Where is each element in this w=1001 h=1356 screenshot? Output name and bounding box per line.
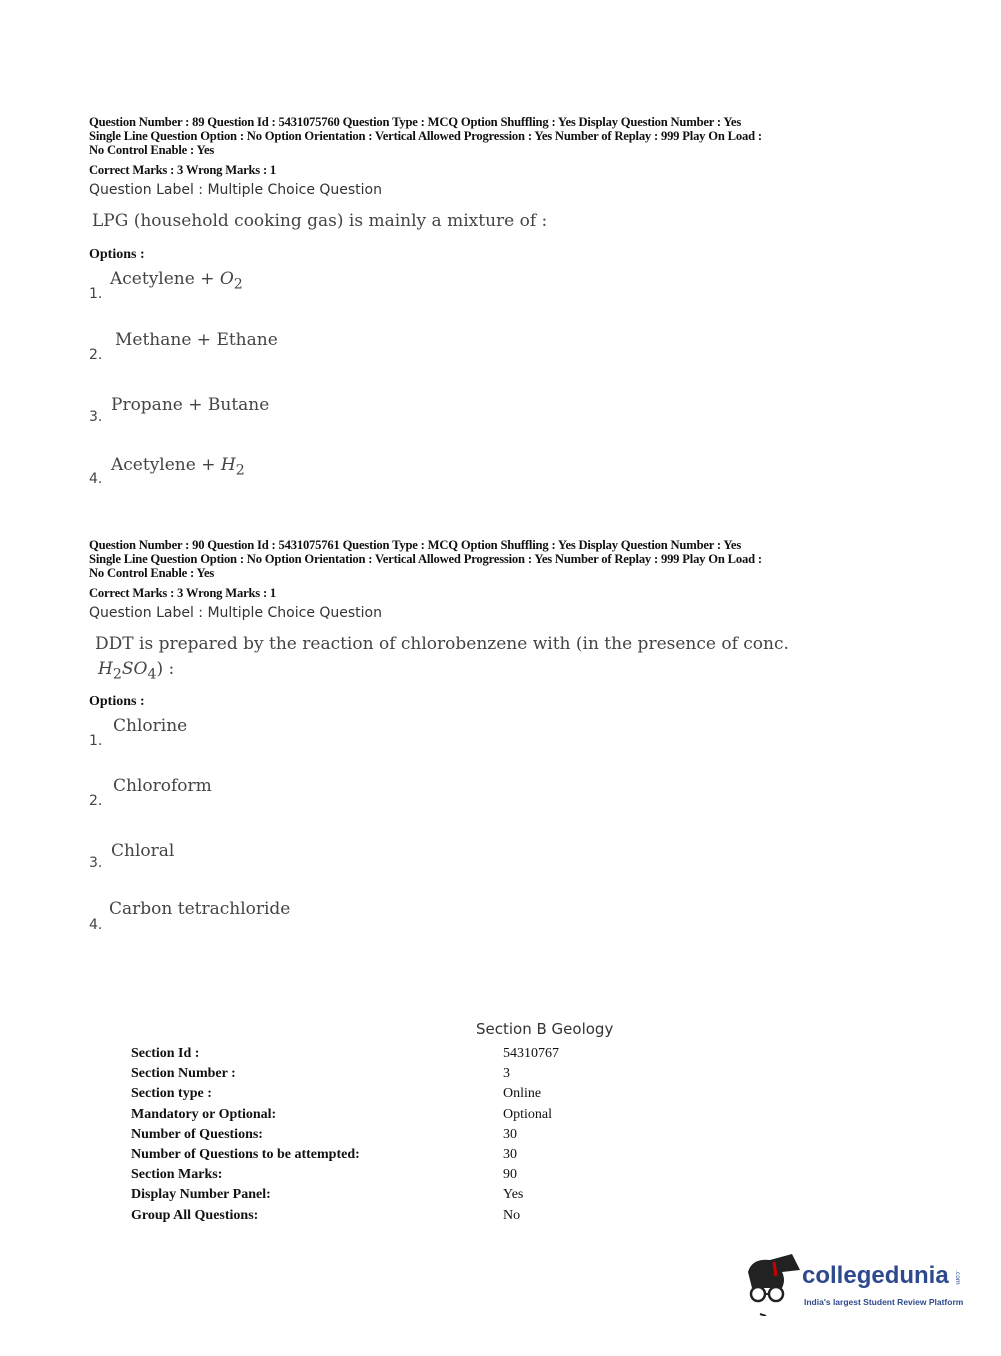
option-number: 1. xyxy=(89,286,103,302)
question-text: LPG (household cooking gas) is mainly a mixture of : xyxy=(92,211,548,231)
option-4: Acetylene + $H_2$ xyxy=(111,455,245,479)
option-number: 3. xyxy=(89,409,103,425)
option-4: Carbon tetrachloride xyxy=(109,899,291,919)
question-label: Question Label : Multiple Choice Question xyxy=(89,605,382,621)
collegedunia-logo xyxy=(742,1250,982,1320)
section-row-label: Section type : xyxy=(131,1086,212,1102)
section-row-label: Number of Questions to be attempted: xyxy=(131,1147,360,1162)
section-row-label: Mandatory or Optional: xyxy=(131,1106,277,1122)
section-row-label: Display Number Panel: xyxy=(131,1187,271,1203)
option-number: 3. xyxy=(89,855,103,871)
section-row-value: 30 xyxy=(503,1126,517,1142)
section-row-label: Section Number : xyxy=(131,1066,236,1082)
option-3: Chloral xyxy=(111,841,175,861)
question-meta-line: No Control Enable : Yes xyxy=(89,142,215,157)
question-marks: Correct Marks : 3 Wrong Marks : 1 xyxy=(89,162,277,177)
logo-wordmark: collegedunia xyxy=(802,1262,949,1289)
question-meta-line: Single Line Question Option : No Option Orientation : Vertical Allowed Progression : Yes Number of Replay : 999 Play On Load : xyxy=(89,551,762,566)
question-meta-line: Single Line Question Option : No Option Orientation : Vertical Allowed Progression : Yes Number of Replay : 999 Play On Load : xyxy=(89,128,762,143)
option-number: 1. xyxy=(89,733,103,749)
mascot-icon xyxy=(742,1250,802,1316)
option-number: 4. xyxy=(89,917,103,933)
section-row-value: Yes xyxy=(503,1187,524,1203)
logo-suffix: .com xyxy=(954,1270,961,1285)
question-text-formula: $H_2SO_4$) : xyxy=(98,659,175,683)
section-row-value: 30 xyxy=(503,1147,517,1162)
option-1: Acetylene + $O_2$ xyxy=(110,269,243,293)
option-number: 2. xyxy=(89,347,103,363)
option-2: Methane + Ethane xyxy=(115,330,278,350)
section-row-label: Section Marks: xyxy=(131,1167,223,1183)
options-heading: Options : xyxy=(89,247,145,262)
option-number: 2. xyxy=(89,793,103,809)
section-row-value: 3 xyxy=(503,1066,510,1082)
section-title: Section B Geology xyxy=(476,1020,614,1038)
option-number: 4. xyxy=(89,471,103,487)
question-meta-line: Question Number : 90 Question Id : 5431075761 Question Type : MCQ Option Shuffling : Yes Display Question Number : Yes xyxy=(89,537,742,552)
option-3: Propane + Butane xyxy=(111,395,270,415)
section-row-value: No xyxy=(503,1207,521,1223)
section-row-label: Group All Questions: xyxy=(131,1207,259,1223)
section-row-label: Section Id : xyxy=(131,1046,200,1061)
option-1: Chlorine xyxy=(113,716,188,736)
section-row-value: 90 xyxy=(503,1167,517,1183)
section-row-value: Online xyxy=(503,1086,542,1102)
question-text: DDT is prepared by the reaction of chlorobenzene with (in the presence of conc. xyxy=(95,634,789,654)
section-row-label: Number of Questions: xyxy=(131,1126,263,1142)
section-row-value: 54310767 xyxy=(503,1046,559,1061)
question-meta-line: Question Number : 89 Question Id : 5431075760 Question Type : MCQ Option Shuffling : Yes Display Question Number : Yes xyxy=(89,114,742,129)
section-row-value: Optional xyxy=(503,1106,552,1122)
question-label: Question Label : Multiple Choice Question xyxy=(89,182,382,198)
question-meta-line: No Control Enable : Yes xyxy=(89,565,215,580)
options-heading: Options : xyxy=(89,694,145,709)
logo-tagline: India's largest Student Review Platform xyxy=(804,1297,964,1307)
question-marks: Correct Marks : 3 Wrong Marks : 1 xyxy=(89,585,277,600)
option-2: Chloroform xyxy=(113,776,212,796)
